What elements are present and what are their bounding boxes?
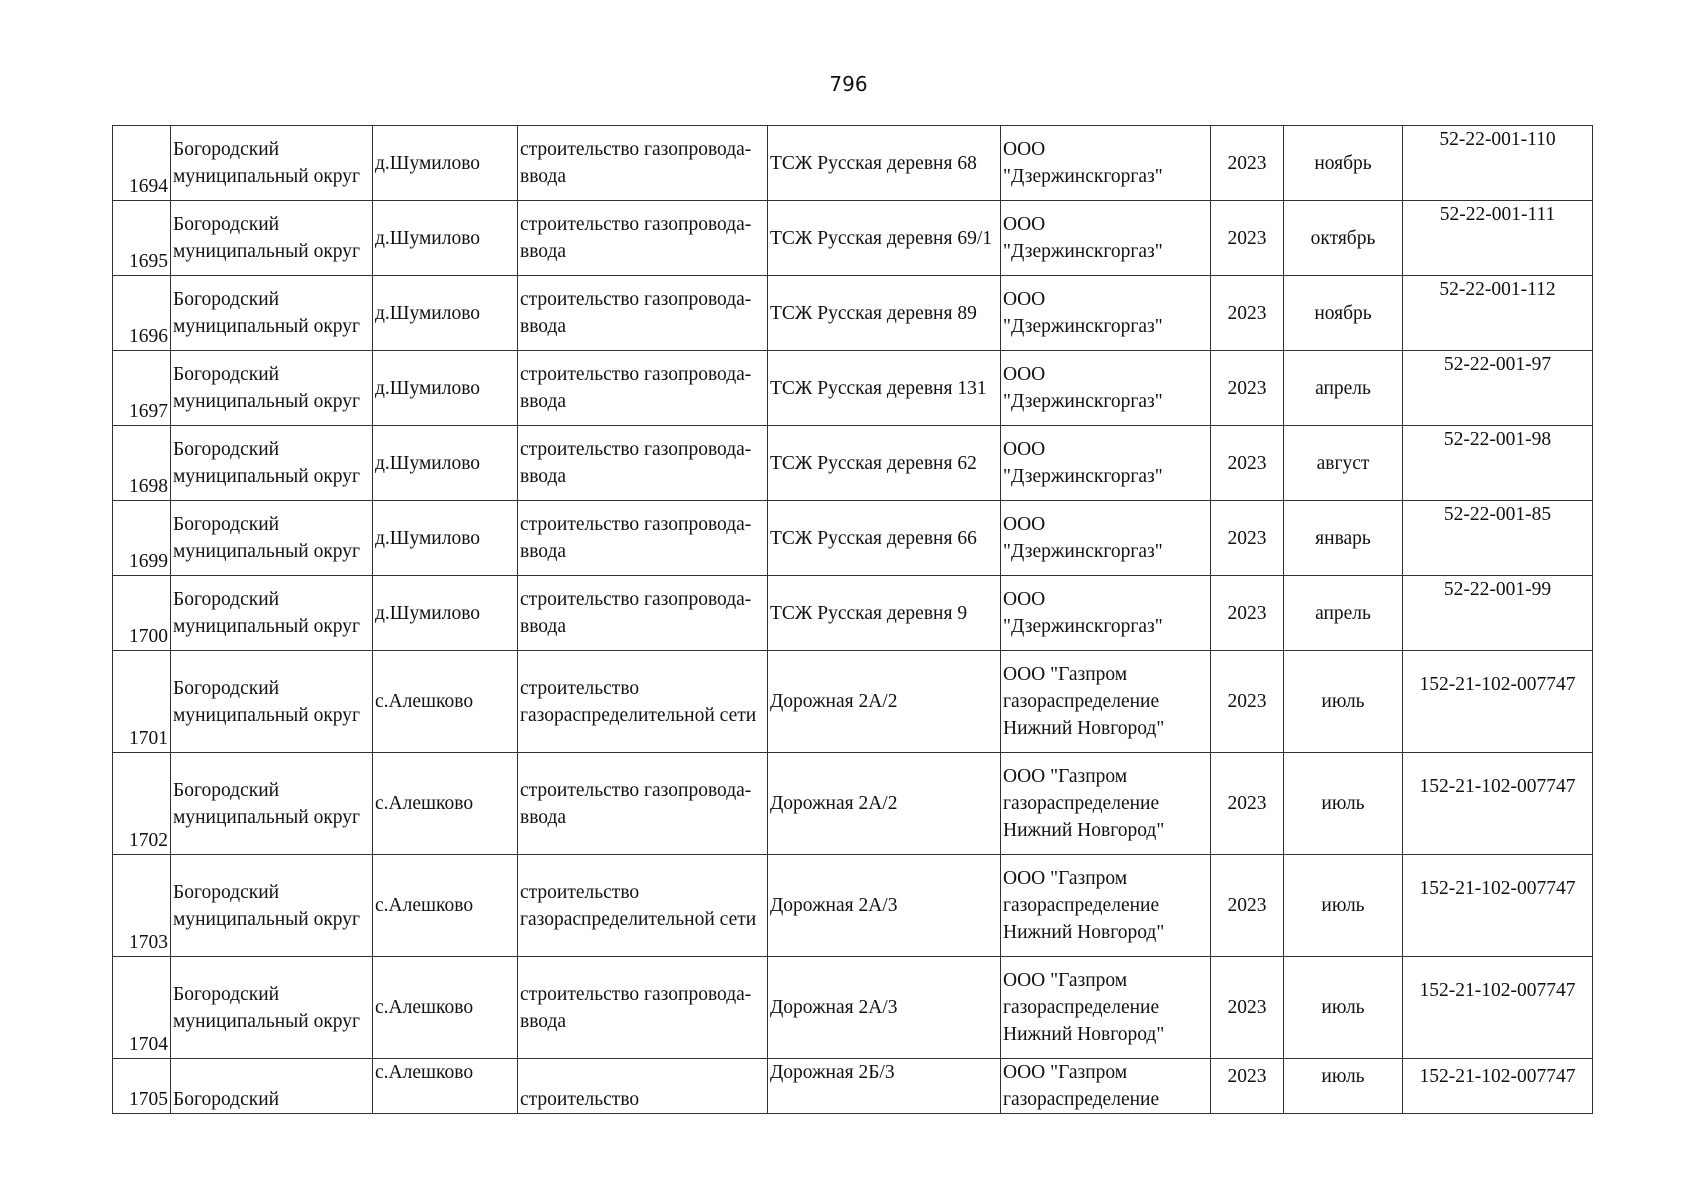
settlement-cell: д.Шумилово (373, 276, 518, 351)
month-cell: июль (1284, 855, 1403, 957)
code-cell: 152-21-102-007747 (1403, 651, 1593, 753)
organization-cell: ООО "Газпром газораспределение Нижний Новгород" (1001, 753, 1211, 855)
row-number: 1702 (113, 753, 171, 855)
table-row (113, 651, 1593, 753)
district-cell: Богородский муниципальный округ (171, 201, 373, 276)
table-row (113, 957, 1593, 1059)
object-cell: ТСЖ Русская деревня 62 (768, 426, 1001, 501)
object-cell: ТСЖ Русская деревня 68 (768, 126, 1001, 201)
organization-cell: ООО "Дзержинскгоргаз" (1001, 276, 1211, 351)
settlement-cell: с.Алешково (373, 753, 518, 855)
year-cell: 2023 (1211, 126, 1284, 201)
organization-cell: ООО "Газпром газораспределение Нижний Новгород" (1001, 651, 1211, 753)
year-cell: 2023 (1211, 1059, 1284, 1114)
row-number: 1703 (113, 855, 171, 957)
work-type-cell: строительство газораспределительной сети (518, 855, 768, 957)
organization-cell: ООО "Дзержинскгоргаз" (1001, 126, 1211, 201)
object-cell: ТСЖ Русская деревня 9 (768, 576, 1001, 651)
work-type-cell: строительство газопровода-ввода (518, 426, 768, 501)
row-number: 1698 (113, 426, 171, 501)
row-number: 1704 (113, 957, 171, 1059)
code-cell: 52-22-001-97 (1403, 351, 1593, 426)
object-cell: ТСЖ Русская деревня 66 (768, 501, 1001, 576)
year-cell: 2023 (1211, 501, 1284, 576)
year-cell: 2023 (1211, 576, 1284, 651)
district-cell: Богородский муниципальный округ (171, 651, 373, 753)
object-cell: ТСЖ Русская деревня 131 (768, 351, 1001, 426)
row-number: 1699 (113, 501, 171, 576)
month-cell: июль (1284, 957, 1403, 1059)
month-cell: апрель (1284, 351, 1403, 426)
year-cell: 2023 (1211, 651, 1284, 753)
table-row (113, 855, 1593, 957)
object-cell: Дорожная 2А/3 (768, 957, 1001, 1059)
settlement-cell: с.Алешково (373, 855, 518, 957)
row-number: 1700 (113, 576, 171, 651)
code-cell: 152-21-102-007747 (1403, 855, 1593, 957)
work-type-cell: строительство газопровода-ввода (518, 576, 768, 651)
work-type-cell: строительство (518, 1059, 768, 1114)
settlement-cell: д.Шумилово (373, 126, 518, 201)
settlement-cell: д.Шумилово (373, 426, 518, 501)
page-number: 796 (829, 72, 868, 96)
year-cell: 2023 (1211, 276, 1284, 351)
work-type-cell: строительство газопровода-ввода (518, 501, 768, 576)
object-cell: ТСЖ Русская деревня 89 (768, 276, 1001, 351)
organization-cell: ООО "Дзержинскгоргаз" (1001, 426, 1211, 501)
code-cell: 52-22-001-99 (1403, 576, 1593, 651)
row-number: 1697 (113, 351, 171, 426)
object-cell: Дорожная 2А/2 (768, 651, 1001, 753)
row-number: 1701 (113, 651, 171, 753)
code-cell: 52-22-001-85 (1403, 501, 1593, 576)
organization-cell: ООО "Дзержинскгоргаз" (1001, 201, 1211, 276)
organization-cell: ООО "Дзержинскгоргаз" (1001, 501, 1211, 576)
work-type-cell: строительство газопровода-ввода (518, 957, 768, 1059)
object-cell: Дорожная 2А/3 (768, 855, 1001, 957)
work-type-cell: строительство газопровода-ввода (518, 753, 768, 855)
month-cell: ноябрь (1284, 276, 1403, 351)
row-number: 1705 (113, 1059, 171, 1114)
code-cell: 152-21-102-007747 (1403, 957, 1593, 1059)
district-cell: Богородский (171, 1059, 373, 1114)
settlement-cell: с.Алешково (373, 651, 518, 753)
organization-cell: ООО "Газпром газораспределение Нижний Новгород" (1001, 855, 1211, 957)
district-cell: Богородский муниципальный округ (171, 426, 373, 501)
month-cell: апрель (1284, 576, 1403, 651)
settlement-cell: д.Шумилово (373, 501, 518, 576)
table-row (113, 753, 1593, 855)
organization-cell: ООО "Дзержинскгоргаз" (1001, 576, 1211, 651)
district-cell: Богородский муниципальный округ (171, 753, 373, 855)
year-cell: 2023 (1211, 753, 1284, 855)
year-cell: 2023 (1211, 426, 1284, 501)
code-cell: 52-22-001-98 (1403, 426, 1593, 501)
table-row (113, 501, 1593, 576)
row-number: 1696 (113, 276, 171, 351)
district-cell: Богородский муниципальный округ (171, 576, 373, 651)
table-row (113, 426, 1593, 501)
code-cell: 152-21-102-007747 (1403, 1059, 1593, 1114)
year-cell: 2023 (1211, 351, 1284, 426)
district-cell: Богородский муниципальный округ (171, 276, 373, 351)
settlement-cell: д.Шумилово (373, 576, 518, 651)
object-cell: Дорожная 2А/2 (768, 753, 1001, 855)
organization-cell: ООО "Газпром газораспределение (1001, 1059, 1211, 1114)
district-cell: Богородский муниципальный округ (171, 957, 373, 1059)
year-cell: 2023 (1211, 957, 1284, 1059)
code-cell: 52-22-001-110 (1403, 126, 1593, 201)
work-type-cell: строительство газопровода-ввода (518, 351, 768, 426)
district-cell: Богородский муниципальный округ (171, 126, 373, 201)
table-row (113, 126, 1593, 201)
row-number: 1695 (113, 201, 171, 276)
code-cell: 52-22-001-112 (1403, 276, 1593, 351)
object-cell: Дорожная 2Б/3 (768, 1059, 1001, 1114)
code-cell: 152-21-102-007747 (1403, 753, 1593, 855)
table-row (113, 351, 1593, 426)
month-cell: июль (1284, 651, 1403, 753)
work-type-cell: строительство газопровода-ввода (518, 126, 768, 201)
settlement-cell: д.Шумилово (373, 351, 518, 426)
table-row (113, 1059, 1593, 1114)
district-cell: Богородский муниципальный округ (171, 855, 373, 957)
year-cell: 2023 (1211, 855, 1284, 957)
month-cell: октябрь (1284, 201, 1403, 276)
month-cell: ноябрь (1284, 126, 1403, 201)
organization-cell: ООО "Дзержинскгоргаз" (1001, 351, 1211, 426)
month-cell: июль (1284, 753, 1403, 855)
registry-body (113, 126, 1593, 1114)
settlement-cell: с.Алешково (373, 1059, 518, 1114)
table-row (113, 201, 1593, 276)
month-cell: август (1284, 426, 1403, 501)
district-cell: Богородский муниципальный округ (171, 501, 373, 576)
table-row (113, 276, 1593, 351)
organization-cell: ООО "Газпром газораспределение Нижний Новгород" (1001, 957, 1211, 1059)
settlement-cell: с.Алешково (373, 957, 518, 1059)
work-type-cell: строительство газораспределительной сети (518, 651, 768, 753)
district-cell: Богородский муниципальный округ (171, 351, 373, 426)
work-type-cell: строительство газопровода-ввода (518, 201, 768, 276)
month-cell: январь (1284, 501, 1403, 576)
settlement-cell: д.Шумилово (373, 201, 518, 276)
table-row (113, 576, 1593, 651)
row-number: 1694 (113, 126, 171, 201)
year-cell: 2023 (1211, 201, 1284, 276)
registry-table (112, 125, 1593, 1114)
object-cell: ТСЖ Русская деревня 69/1 (768, 201, 1001, 276)
work-type-cell: строительство газопровода-ввода (518, 276, 768, 351)
code-cell: 52-22-001-111 (1403, 201, 1593, 276)
month-cell: июль (1284, 1059, 1403, 1114)
